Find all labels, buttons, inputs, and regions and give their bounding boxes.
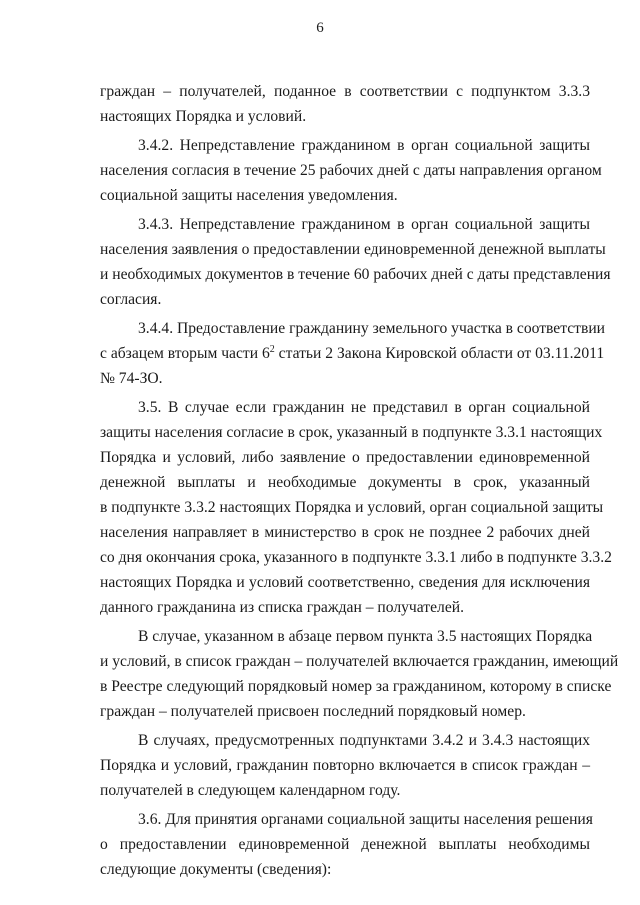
text-line: Порядка и условий, гражданин повторно включается в список граждан – [100,757,590,774]
text-line: данного гражданина из списка граждан – получателей. [100,599,464,616]
text-line: социальной защиты населения уведомления. [100,187,398,204]
text-line: граждан – получателей присвоен последний порядковый номер. [100,703,526,720]
superscript: 2 [269,344,275,355]
text-line: граждан – получателей, поданное в соответствии с подпунктом 3.3.3 [100,83,590,100]
text-line: 3.4.4. Предоставление гражданину земельного участка в соответствии [138,320,606,337]
text-line: В случае, указанном в абзаце первом пункта 3.5 настоящих Порядка [138,628,593,645]
text-line: в Реестре следующий порядковый номер за гражданином, которому в списке [100,678,612,695]
text-line: населения согласия в течение 25 рабочих дней с даты направления органом [100,162,602,179]
page-number: 6 [316,20,324,36]
text-line: № 74-ЗО. [100,370,163,387]
text-line: и необходимых документов в течение 60 рабочих дней с даты представления [100,266,611,283]
text-line [100,344,605,364]
text-line: получателей в следующем календарном году. [100,782,401,799]
text-segment: с абзацем вторым части 6 [100,345,270,362]
text-line: согласия. [100,291,162,308]
text-line: населения заявления о предоставлении единовременной денежной выплаты [100,241,606,258]
text-line: 3.4.3. Непредставление гражданином в орган социальной защиты [138,216,590,233]
text-line: 3.4.2. Непредставление гражданином в орган социальной защиты [138,137,590,154]
text-line: населения направляет в министерство в срок не позднее 2 рабочих дней [100,524,590,541]
text-line: настоящих Порядка и условий. [100,108,307,125]
text-line: в подпункте 3.3.2 настоящих Порядка и условий, орган социальной защиты [100,499,604,516]
text-line: защиты населения согласие в срок, указанный в подпункте 3.3.1 настоящих [100,424,603,441]
text-line: и условий, в список граждан – получателей включается гражданин, имеющий [100,653,619,670]
text-line: о предоставлении единовременной денежной выплаты необходимы [100,836,590,853]
text-line: 3.5. В случае если гражданин не представил в орган социальной [138,399,590,416]
text-line: следующие документы (сведения): [100,861,332,878]
text-line: денежной выплаты и необходимые документы в срок, указанный [100,474,590,491]
text-line: со дня окончания срока, указанного в подпункте 3.3.1 либо в подпункте 3.3.2 [100,549,612,566]
text-segment: статьи 2 Закона Кировской области от 03.11.2011 [274,345,605,362]
text-line: Порядка и условий, либо заявление о предоставлении единовременной [100,449,590,466]
text-line: 3.6. Для принятия органами социальной защиты населения решения [138,811,593,828]
text-line: В случаях, предусмотренных подпунктами 3.4.2 и 3.4.3 настоящих [138,732,590,749]
text-line: настоящих Порядка и условий соответственно, сведения для исключения [100,574,590,591]
